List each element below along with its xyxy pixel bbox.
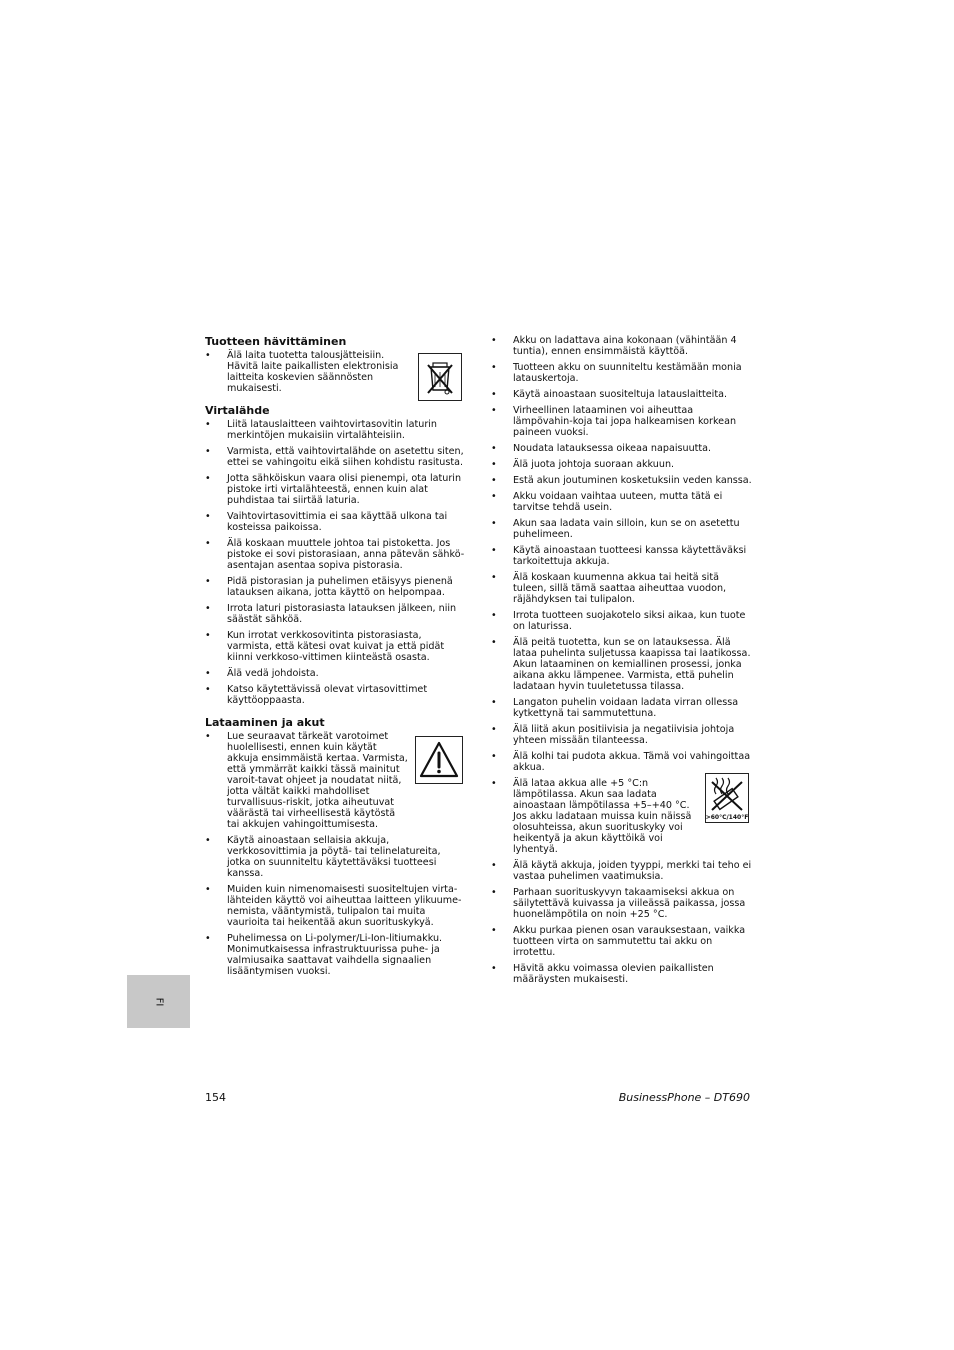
- list-item: • Älä laita tuotetta talousjätteisiin. Hävitä laite paikallisten elektronisia laitteita koskevien säännösten mukaisesti.: [205, 350, 465, 394]
- list-item: • Älä kolhi tai pudota akkua. Tämä voi vahingoittaa akkua.: [491, 751, 753, 773]
- list-item: • Akku on ladattava aina kokonaan (vähintään 4 tuntia), ennen ensimmäistä käyttöä.: [491, 335, 753, 357]
- crossed-bin-icon: [418, 353, 462, 401]
- left-column: [205, 335, 465, 982]
- list-item: • Akun saa ladata vain silloin, kun se on asetettu puhelimeen.: [491, 518, 753, 540]
- battery-list: [491, 335, 753, 985]
- no-heat-icon: [705, 773, 749, 823]
- warning-triangle-icon: [415, 736, 463, 784]
- list-item: • Vaihtovirtasovittimia ei saa käyttää ulkona tai kosteissa paikoissa.: [205, 511, 465, 533]
- list-item: • Noudata latauksessa oikeaa napaisuutta.: [491, 443, 753, 454]
- list-item: • Virheellinen lataaminen voi aiheuttaa lämpövahin-koja tai jopa halkeamisen korkean paineen vuoksi.: [491, 405, 753, 438]
- list-item: • Akku voidaan vaihtaa uuteen, mutta tätä ei tarvitse tehdä usein.: [491, 491, 753, 513]
- product-name: BusinessPhone – DT690: [618, 1091, 750, 1104]
- list-item: • Tuotteen akku on suunniteltu kestämään monia latauskertoja.: [491, 362, 753, 384]
- list-item: • Älä koskaan muuttele johtoa tai pistoketta. Jos pistoke ei sovi pistorasiaan, anna pätevän sähkö-asentajan asentaa sopiva pistorasia.: [205, 538, 465, 571]
- list-item: • Älä juota johtoja suoraan akkuun.: [491, 459, 753, 470]
- list-item: • Älä peitä tuotetta, kun se on latauksessa. Älä lataa puhelinta suljetussa kaapissa tai laatikossa. Akun lataaminen on kemiallinen prosessi, jonka aikana akku lämpenee. Varmista, että puhelin ladataan hyvin tuuletetussa tilassa.: [491, 637, 753, 692]
- list-item: • Käytä ainoastaan tuotteesi kanssa käytettäväksi tarkoitettuja akkuja.: [491, 545, 753, 567]
- list-item: • Akku purkaa pienen osan varauksestaan, vaikka tuotteen virta on sammutettu tai akku on irrotettu.: [491, 925, 753, 958]
- list-item: • Liitä latauslaitteen vaihtovirtasovitin laturin merkintöjen mukaisiin virtalähteisiin.: [205, 419, 465, 441]
- list-item: • Älä vedä johdoista.: [205, 668, 465, 679]
- list-item: • Kun irrotat verkkosovitinta pistorasiasta, varmista, että kätesi ovat kuivat ja että pidät kiinni verkkoso-vittimen kiinteästä osasta.: [205, 630, 465, 663]
- list-item: • Käytä ainoastaan suositeltuja latauslaitteita.: [491, 389, 753, 400]
- language-tab: [127, 975, 190, 1028]
- list-item: • Irrota laturi pistorasiasta latauksen jälkeen, niin säästät sähköä.: [205, 603, 465, 625]
- power-supply-heading: Virtalähde: [205, 404, 270, 417]
- list-item: • Varmista, että vaihtovirtalähde on asetettu siten, ettei se vahingoitu eikä siihen kohdistu rasitusta.: [205, 446, 465, 468]
- list-item: • Pidä pistorasian ja puhelimen etäisyys pienenä latauksen aikana, jotta käyttö on helpompaa.: [205, 576, 465, 598]
- list-item: • Älä liitä akun positiivisia ja negatiivisia johtoja yhteen missään tilanteessa.: [491, 724, 753, 746]
- language-tab-label: FI: [153, 997, 164, 1006]
- page-number: 154: [205, 1091, 226, 1104]
- list-item: • Älä lataa akkua alle +5 °C:n lämpötilassa. Akun saa ladata ainoastaan lämpötilassa +5–+40 °C. Jos akku ladataan muissa kuin näissä olosuhteissa, akun suorituskyky voi heikentyä ja akun käyttöikä voi lyhentyä.: [491, 778, 753, 855]
- list-item: • Käytä ainoastaan sellaisia akkuja, verkkosovittimia ja pöytä- tai telinelatureita, jotka on suunniteltu käytettäväksi tuotteesi kanssa.: [205, 835, 465, 879]
- list-item: • Muiden kuin nimenomaisesti suositeltujen virta-lähteiden käyttö voi aiheuttaa laitteen ylikuume-nemista, vääntymistä, tulipalon tai muita vaurioita tai heikentää akun suorituskykyä.: [205, 884, 465, 928]
- charging-heading: Lataaminen ja akut: [205, 716, 325, 729]
- temperature-label: >60°C/140°F: [706, 814, 748, 821]
- list-item: • Älä käytä akkuja, joiden tyyppi, merkki tai teho ei vastaa puhelimen vaatimuksia.: [491, 860, 753, 882]
- list-item: • Puhelimessa on Li-polymer/Li-Ion-litiumakku. Monimutkaisessa infrastruktuurissa puhe- ja valmiusaika saattavat vaihdella signaalien lisääntymisen vuoksi.: [205, 933, 465, 977]
- list-item: • Hävitä akku voimassa olevien paikallisten määräysten mukaisesti.: [491, 963, 753, 985]
- disposal-heading: Tuotteen hävittäminen: [205, 335, 347, 348]
- list-item: • Irrota tuotteen suojakotelo siksi aikaa, kun tuote on laturissa.: [491, 610, 753, 632]
- list-item: • Lue seuraavat tärkeät varotoimet huolellisesti, ennen kuin käytät akkuja ensimmäistä kertaa. Varmista, että ymmärrät kaikki tässä mainitut varoit-tavat ohjeet ja noudatat niitä, jotta vältät kaikki mahdolliset turvallisuus-riskit, jotka aiheutuvat väärästä tai virheellisestä käytöstä tai akkujen vahingoittumisesta.: [205, 731, 465, 830]
- right-column: [491, 335, 753, 990]
- list-item: • Langaton puhelin voidaan ladata virran ollessa kytkettynä tai sammutettuna.: [491, 697, 753, 719]
- list-item: • Parhaan suorituskyvyn takaamiseksi akkua on säilytettävä kuivassa ja viileässä paikassa, jossa huonelämpötila on noin +25 °C.: [491, 887, 753, 920]
- list-item: • Älä koskaan kuumenna akkua tai heitä sitä tuleen, sillä tämä saattaa aiheuttaa vuodon, räjähdyksen tai tulipalon.: [491, 572, 753, 605]
- list-item: • Estä akun joutuminen kosketuksiin veden kanssa.: [491, 475, 753, 486]
- list-item: • Katso käytettävissä olevat virtasovittimet käyttöoppaasta.: [205, 684, 465, 706]
- list-item: • Jotta sähköiskun vaara olisi pienempi, ota laturin pistoke irti virtalähteestä, ennen kuin alat puhdistaa tai siirtää laturia.: [205, 473, 465, 506]
- power-supply-list: [205, 419, 465, 706]
